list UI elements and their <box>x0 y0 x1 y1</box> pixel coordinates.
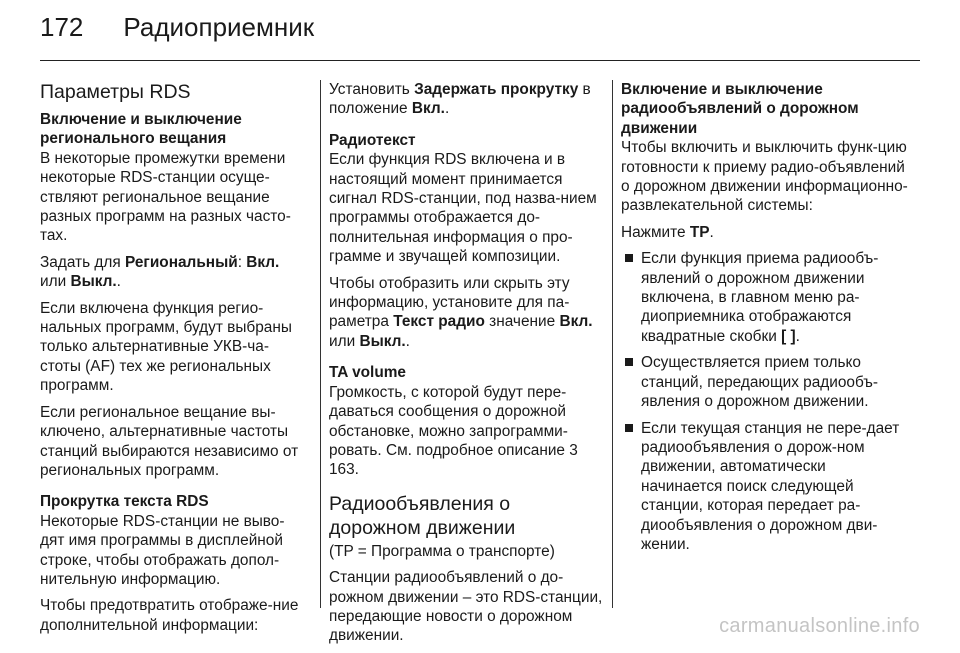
page-number: 172 <box>40 12 84 42</box>
square-bullet-icon <box>625 424 633 432</box>
paragraph: Если включена функция регио-нальных программ, будут выбраны только альтернативные УКВ-ча-стоты (AF) тех же региональных программ. <box>40 299 292 395</box>
paragraph: Чтобы включить и выключить функ-цию готовности к приему радио-объявлений о дорожном движении информационно-развлекательной системы: <box>621 139 908 215</box>
value-on: Вкл. <box>246 253 280 271</box>
button-name-tp: TP <box>689 223 710 241</box>
paragraph: Станции радиообъявлений о до-рожном движении – это RDS-станции, передающие новости о дорожном движении. <box>329 569 603 645</box>
value-on: Вкл. <box>411 100 445 118</box>
setting-name: Региональный <box>124 253 238 271</box>
paragraph: Если региональное вещание вы-ключено, альтернативные частоты станций выбираются независимо от региональных программ. <box>40 403 299 479</box>
paragraph: Задать для Региональный: Вкл. или Выкл.. <box>40 253 280 291</box>
column-divider <box>612 80 613 608</box>
bullet-list <box>621 249 911 554</box>
subsection-title-radiotext: Радиотекст <box>329 131 416 149</box>
paragraph: Чтобы предотвратить отображе-ние дополнительной информации: <box>40 597 299 634</box>
paragraph: Некоторые RDS-станции не выво-дят имя программы в дисплейной строке, чтобы отображать допол-нительную информацию. <box>40 512 285 588</box>
list-item: Осуществляется прием только станций, передающих радиообъ-явления о дорожном движении. <box>621 353 911 411</box>
watermark: carmanualsonline.info <box>719 615 920 637</box>
setting-name: Задержать прокрутку <box>414 81 579 98</box>
column-divider <box>320 80 321 608</box>
paragraph: Чтобы отобразить или скрыть эту информацию, установите для па-раметра Текст радио значение Вкл. или Выкл.. <box>329 274 593 350</box>
header-rule <box>40 60 920 61</box>
section-title-traffic: Радиообъявления о дорожном движении <box>329 492 516 539</box>
subsection-title-scroll: Прокрутка текста RDS <box>40 493 209 511</box>
chapter-title: Радиоприемник <box>123 12 315 42</box>
column-2 <box>329 80 607 653</box>
paragraph: Установить Задержать прокрутку в положение Вкл.. <box>329 81 591 118</box>
column-1 <box>40 80 308 642</box>
value-on: Вкл. <box>559 313 593 331</box>
setting-name: Текст радио <box>393 313 485 331</box>
value-off: Выкл. <box>70 273 117 291</box>
page-header <box>40 12 314 52</box>
subsection-title-ta-volume: TA volume <box>329 364 406 382</box>
subsection-title-traffic-toggle: Включение и выключение радиообъявлений о дорожном движении <box>621 81 859 137</box>
column-3 <box>621 80 911 561</box>
list-item: Если функция приема радиообъ-явлений о дорожном движении включена, в главном меню ра-диоприемника отображаются квадратные скобки [ ]. <box>621 249 911 346</box>
paragraph: (TP = Программа о транспорте) <box>329 542 555 560</box>
paragraph: Громкость, с которой будут пере-даваться сообщения о дорожной обстановке, можно запрограмми-ровать. См. подробное описание 3 163. <box>329 383 578 479</box>
section-title-rds: Параметры RDS <box>40 81 191 103</box>
paragraph: В некоторые промежутки времени некоторые RDS-станции осуще-ствляют региональное вещание разных программ на разных часто-тах. <box>40 149 291 245</box>
value-off: Выкл. <box>359 332 406 350</box>
paragraph: Нажмите TP. <box>621 223 714 241</box>
subsection-title-regional: Включение и выключение регионального вещания <box>40 111 242 148</box>
page-reference-link[interactable]: 3 163. <box>329 441 578 479</box>
list-item: Если текущая станция не пере-дает радиообъявления о дорож-ном движении, автоматически начинается поиск следующей станции, которая передает ра-диообъявления о дорожном дви-жении. <box>621 419 911 555</box>
square-bullet-icon <box>625 254 633 262</box>
square-bullet-icon <box>625 358 633 366</box>
paragraph: Если функция RDS включена и в настоящий момент принимается сигнал RDS-станции, под назва-нием программы отображается до-полнительная информация о про-грамме и звучащей композиции. <box>329 151 597 266</box>
